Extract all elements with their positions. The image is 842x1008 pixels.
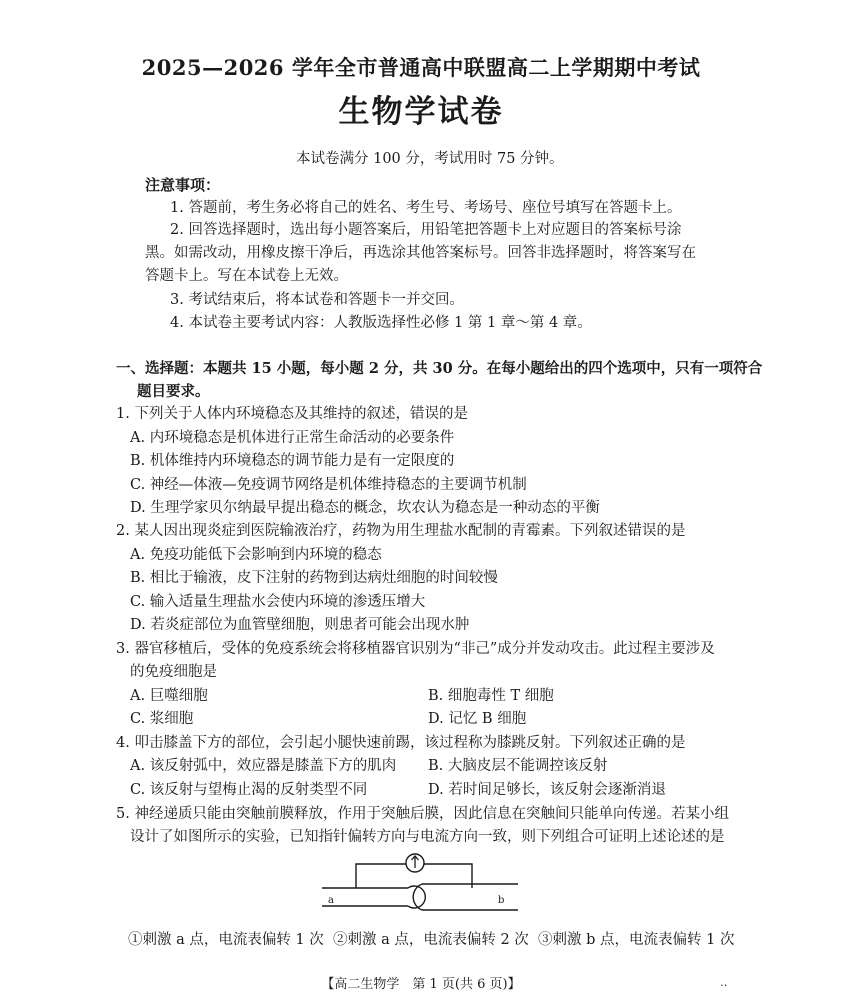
question-5-stem-cont: 设计了如图所示的实验，已知指针偏转方向与电流方向一致，则下列组合可证明上述论述的是 [130,829,725,845]
question-3-stem: 3. 器官移植后，受体的免疫系统会将移植器官识别为“非己”成分并发动攻击。此过程主要涉及 [116,641,715,657]
question-5-option-2: ②刺激 a 点，电流表偏转 2 次 [333,932,529,948]
question-1-option-d: D. 生理学家贝尔纳最早提出稳态的概念，坎农认为稳态是一种动态的平衡 [130,500,600,516]
question-4-option-a: A. 该反射弧中，效应器是膝盖下方的肌肉 [130,758,397,774]
question-2-option-b: B. 相比于输液，皮下注射的药物到达病灶细胞的时间较慢 [130,570,498,586]
exam-subtitle: 生物学试卷 [338,94,504,130]
question-2-stem: 2. 某人因出现炎症到医院输液治疗，药物为用生理盐水配制的青霉素。下列叙述错误的是 [116,523,686,539]
question-1-option-c: C. 神经—体液—免疫调节网络是机体维持稳态的主要调节机制 [130,477,527,493]
corner-mark: ‥ [720,976,728,989]
question-3-option-a: A. 巨噬细胞 [130,688,208,704]
synapse-experiment-diagram [310,846,530,916]
notice-line: 2. 回答选择题时，选出每小题答案后，用铅笔把答题卡上对应题目的答案标号涂 [170,222,682,238]
galvanometer-icon [406,854,424,872]
galvanometer-wire-left [356,864,406,888]
notice-line: 1. 答题前，考生务必将自己的姓名、考生号、考场号、座位号填写在答题卡上。 [170,200,682,216]
question-2-option-d: D. 若炎症部位为血管壁细胞，则患者可能会出现水肿 [130,617,470,633]
section-heading: 一、选择题：本题共 15 小题，每小题 2 分，共 30 分。在每小题给出的四个选项中，只有一项符合 [116,360,763,377]
question-1-stem: 1. 下列关于人体内环境稳态及其维持的叙述，错误的是 [116,406,468,422]
presynaptic-neuron [322,886,425,908]
exam-intro: 本试卷满分 100 分，考试用时 75 分钟。 [296,151,564,167]
page-footer: 【高二生物学 第 1 页(共 6 页)】 [321,977,521,992]
question-5-stem: 5. 神经递质只能由突触前膜释放，作用于突触后膜，因此信息在突触间只能单向传递。若某小组 [116,806,729,822]
question-3-option-c: C. 浆细胞 [130,711,194,727]
question-4-option-d: D. 若时间足够长，该反射会逐渐消退 [428,782,666,798]
question-2-option-a: A. 免疫功能低下会影响到内环境的稳态 [130,547,382,563]
question-4-stem: 4. 叩击膝盖下方的部位，会引起小腿快速前踢，该过程称为膝跳反射。下列叙述正确的是 [116,735,686,751]
question-3-option-b: B. 细胞毒性 T 细胞 [428,688,554,704]
exam-title: 2025—2026 学年全市普通高中联盟高二上学期期中考试 [141,55,701,80]
question-4-option-b: B. 大脑皮层不能调控该反射 [428,758,608,774]
question-1-option-b: B. 机体维持内环境稳态的调节能力是有一定限度的 [130,453,455,469]
notice-line: 黑。如需改动，用橡皮擦干净后，再选涂其他答案标号。回答非选择题时，将答案写在 [145,245,696,261]
question-2-option-c: C. 输入适量生理盐水会使内环境的渗透压增大 [130,594,426,610]
question-5-option-3: ③刺激 b 点，电流表偏转 1 次 [538,932,735,948]
point-b-label: b [498,895,505,906]
section-heading-cont: 题目要求。 [137,383,210,400]
notice-heading: 注意事项： [145,176,221,194]
question-4-option-c: C. 该反射与望梅止渴的反射类型不同 [130,782,368,798]
point-a-label: a [328,895,334,906]
notice-line: 答题卡上。写在本试卷上无效。 [145,268,348,284]
notice-line: 3. 考试结束后，将本试卷和答题卡一并交回。 [170,292,464,308]
notice-line: 4. 本试卷主要考试内容：人教版选择性必修 1 第 1 章～第 4 章。 [170,315,592,331]
question-1-option-a: A. 内环境稳态是机体进行正常生命活动的必要条件 [130,430,455,446]
question-5-option-1: ①刺激 a 点，电流表偏转 1 次 [128,932,324,948]
question-3-stem-cont: 的免疫细胞是 [130,664,217,680]
question-3-option-d: D. 记忆 B 细胞 [428,711,527,727]
